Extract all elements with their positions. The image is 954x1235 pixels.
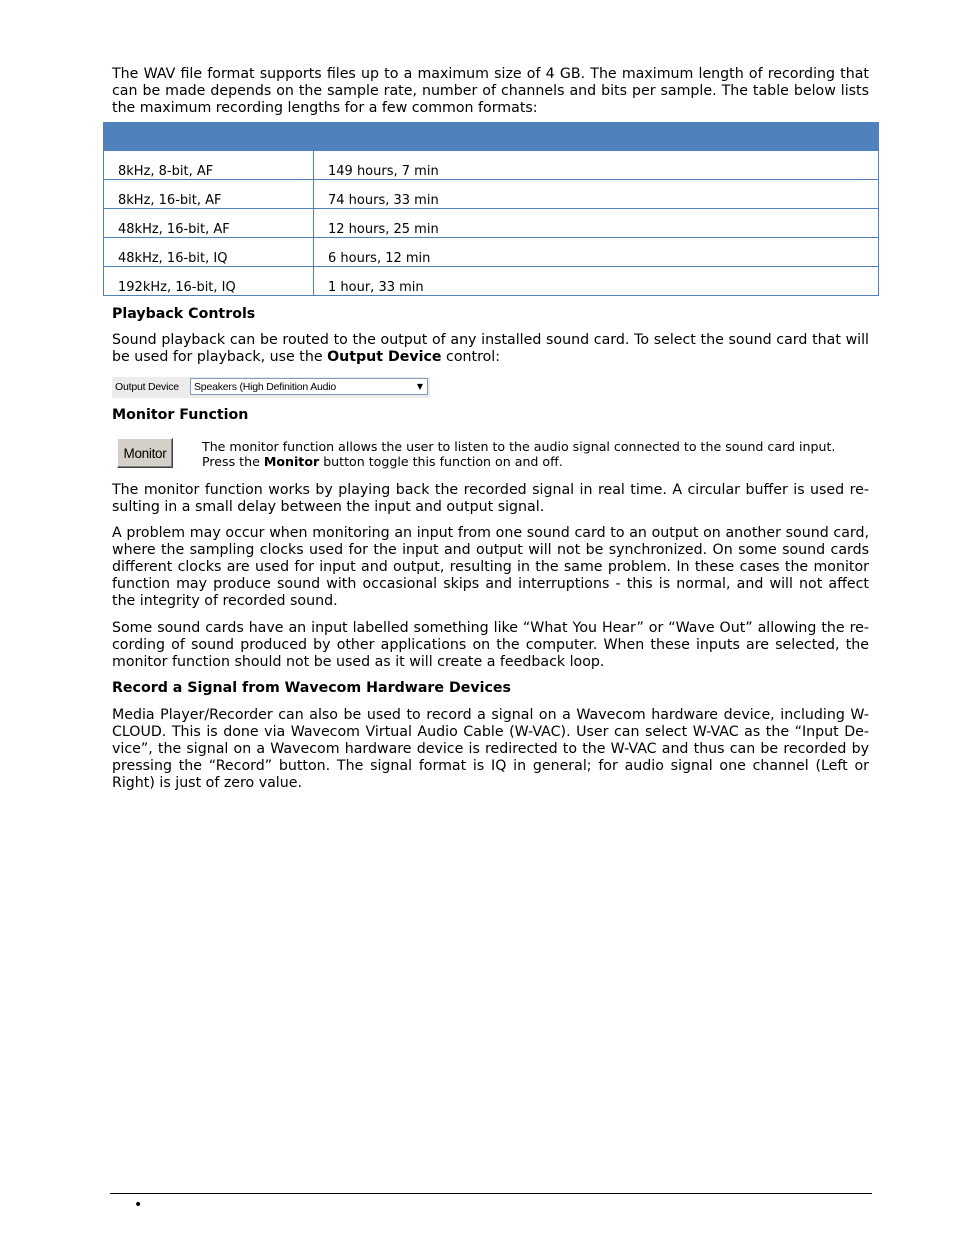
table-row xyxy=(103,151,879,180)
wavecom-paragraph: Media Player/Recorder can also be used to record a signal on a Wavecom hardware device, including W-CLOUD. This is done via Wavecom Virtual Audio Cable (W-VAC). User can select W-VAC as the “Input De-vice”, the signal on a Wavecom hardware device is redirected to the W-VAC and thus can be recorded by pressing the “Record” button. The signal format is IQ in general; for audio signal one channel (Left or Right) is just of zero value. xyxy=(112,707,869,791)
recording-length-table xyxy=(103,122,879,297)
chevron-down-icon[interactable]: ▼ xyxy=(416,382,424,391)
monitor-button[interactable]: Monitor xyxy=(117,438,173,468)
output-device-value: Speakers (High Definition Audio xyxy=(194,381,337,393)
monitor-function-heading: Monitor Function xyxy=(112,407,249,423)
footer-bullet: • xyxy=(134,1197,143,1213)
format-cell: 8kHz, 16-bit, AF xyxy=(118,193,222,208)
table-row xyxy=(103,238,879,267)
monitor-paragraph-3: Some sound cards have an input labelled something like “What You Hear” or “Wave Out” allowing the re-cording of sound produced by other applications on the computer. When these inputs are selected, the monitor function should not be used as it will create a feedback loop. xyxy=(112,620,869,670)
playback-paragraph: Sound playback can be routed to the output of any installed sound card. To select the sound card that will be used for playback, use the Output Device control: xyxy=(112,332,869,365)
playback-controls-heading: Playback Controls xyxy=(112,306,256,322)
length-cell: 74 hours, 33 min xyxy=(328,193,439,208)
monitor-paragraph-1: The monitor function works by playing back the recorded signal in real time. A circular buffer is used re-sulting in a small delay between the input and output signal. xyxy=(112,482,869,515)
output-device-label: Output Device xyxy=(115,381,179,393)
length-cell: 12 hours, 25 min xyxy=(328,222,439,237)
wavecom-heading: Record a Signal from Wavecom Hardware Devices xyxy=(112,680,511,696)
length-cell: 149 hours, 7 min xyxy=(328,164,439,179)
monitor-description: The monitor function allows the user to listen to the audio signal connected to the sound card input. Press the Monitor button toggle this function on and off. xyxy=(202,439,836,469)
output-device-emphasis: Output Device xyxy=(327,349,442,365)
monitor-paragraph-2: A problem may occur when monitoring an input from one sound card to an output on another sound card, where the sampling clocks used for the input and output will not be synchronized. On some sound cards different clocks are used for input and output, resulting in the same problem. In these cases the monitor function may produce sound with occasional skips and interruptions - this is normal, and will not affect the integrity of recorded sound. xyxy=(112,525,869,609)
length-cell: 6 hours, 12 min xyxy=(328,251,431,266)
format-cell: 192kHz, 16-bit, IQ xyxy=(118,280,236,295)
output-device-select[interactable] xyxy=(190,378,428,395)
format-cell: 8kHz, 8-bit, AF xyxy=(118,164,214,179)
output-device-control xyxy=(112,377,430,398)
table-header xyxy=(103,122,879,151)
format-cell: 48kHz, 16-bit, IQ xyxy=(118,251,228,266)
footer-rule xyxy=(110,1193,872,1194)
length-cell: 1 hour, 33 min xyxy=(328,280,424,295)
format-cell: 48kHz, 16-bit, AF xyxy=(118,222,230,237)
intro-paragraph: The WAV file format supports files up to a maximum size of 4 GB. The maximum length of recording that can be made depends on the sample rate, number of channels and bits per sample. The table below lists the maximum recording lengths for a few common formats: xyxy=(112,66,869,116)
table-row xyxy=(103,180,879,209)
table-row xyxy=(103,209,879,238)
table-row xyxy=(103,267,879,296)
